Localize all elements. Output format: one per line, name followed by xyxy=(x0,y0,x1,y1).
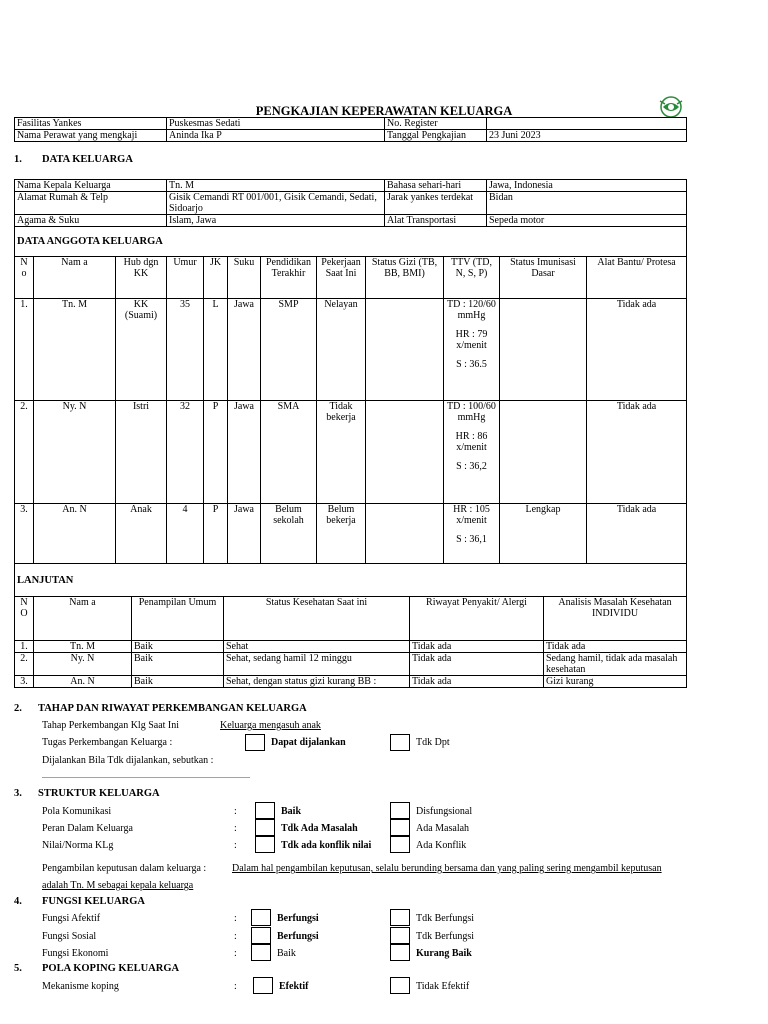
option-label-2: Disfungsional xyxy=(416,806,473,817)
option-checkbox-1[interactable] xyxy=(255,802,275,819)
option-label-2: Tdk Berfungsi xyxy=(416,913,475,924)
anggota-gizi xyxy=(366,504,444,564)
tugas-opt2: Tdk Dpt xyxy=(416,737,450,748)
anggota-pendidikan: SMP xyxy=(261,299,317,401)
keputusan-value1: Dalam hal pengambilan keputusan, selalu berunding bersama dan yang paling sering mengambil keputusan xyxy=(232,863,662,874)
option-checkbox-1[interactable] xyxy=(251,927,271,944)
option-checkbox-1[interactable] xyxy=(251,909,271,926)
option-label-1: Tdk Ada Masalah xyxy=(281,823,358,834)
option-checkbox-2[interactable] xyxy=(390,944,410,961)
option-checkbox-1[interactable] xyxy=(251,944,271,961)
anggota-alat: Tidak ada xyxy=(587,504,687,564)
option-row-colon: : xyxy=(234,931,237,942)
lanjutan-nama: Tn. M xyxy=(34,641,132,653)
kk-value: Tn. M xyxy=(167,180,385,192)
option-row-colon: : xyxy=(234,948,237,959)
page-title: PENGKAJIAN KEPERAWATAN KELUARGA xyxy=(255,104,513,118)
fasilitas-label: Fasilitas Yankes xyxy=(15,118,167,130)
jarak-label: Jarak yankes terdekat xyxy=(385,192,487,215)
alamat-value: Gisik Cemandi RT 001/001, Gisik Cemandi, Sedati, Sidoarjo xyxy=(167,192,385,215)
anggota-ttv1: TD : 120/60 mmHg xyxy=(447,299,496,321)
anggota-pekerjaan: Tidak bekerja xyxy=(317,401,366,504)
section5-title: POLA KOPING KELUARGA xyxy=(42,963,180,974)
anggota-ttv xyxy=(444,401,500,504)
section3-title: STRUKTUR KELUARGA xyxy=(38,788,160,799)
keputusan-label: Pengambilan keputusan dalam keluarga : xyxy=(42,863,207,874)
lanjutan-penampilan: Baik xyxy=(132,653,224,676)
jarak-value: Bidan xyxy=(487,192,687,215)
perawat-value: Aninda Ika P xyxy=(167,130,385,142)
anggota-nama: Ny. N xyxy=(34,401,116,504)
option-label-2: Ada Konflik xyxy=(416,840,467,851)
lanjutan-nama: Ny. N xyxy=(34,653,132,676)
option-label-1: Berfungsi xyxy=(277,913,319,924)
lanjutan-table xyxy=(14,563,687,688)
option-checkbox-1[interactable] xyxy=(255,836,275,853)
anggota-header-cell: Alat Bantu/ Protesa xyxy=(587,257,687,299)
alamat-label: Alamat Rumah & Telp xyxy=(15,192,167,215)
anggota-header-cell: N o xyxy=(15,257,34,299)
anggota-umur: 4 xyxy=(167,504,204,564)
lanjutan-nama: An. N xyxy=(34,676,132,688)
option-label-2: Ada Masalah xyxy=(416,823,470,834)
bahasa-value: Jawa, Indonesia xyxy=(487,180,687,192)
option-row-label: Fungsi Afektif xyxy=(42,913,101,924)
option-row-colon: : xyxy=(234,840,237,851)
anggota-no: 1. xyxy=(15,299,34,401)
tanggal-value: 23 Juni 2023 xyxy=(487,130,687,142)
anggota-title: DATA ANGGOTA KELUARGA xyxy=(15,227,687,257)
anggota-jk: P xyxy=(204,401,228,504)
option-row-colon: : xyxy=(234,913,237,924)
anggota-table xyxy=(14,226,687,564)
keputusan-value2: adalah Tn. M sebagai kepala keluarga xyxy=(42,880,194,891)
anggota-header-cell: Hub dgn KK xyxy=(116,257,167,299)
anggota-suku: Jawa xyxy=(228,299,261,401)
anggota-nama: Tn. M xyxy=(34,299,116,401)
lanjutan-no: 1. xyxy=(15,641,34,653)
lanjutan-status: Sehat, dengan status gizi kurang BB : xyxy=(224,676,410,688)
tugas-checkbox-dapat[interactable] xyxy=(245,734,265,751)
anggota-header-cell: JK xyxy=(204,257,228,299)
anggota-pekerjaan: Belum bekerja xyxy=(317,504,366,564)
lanjutan-no: 2. xyxy=(15,653,34,676)
anggota-ttv3: S : 36.5 xyxy=(456,359,487,370)
koping-opt2: Tidak Efektif xyxy=(416,981,470,992)
lanjutan-header-cell: Analisis Masalah Kesehatan INDIVIDU xyxy=(544,597,687,641)
tugas-label: Tugas Perkembangan Keluarga : xyxy=(42,737,173,748)
lanjutan-status: Sehat xyxy=(224,641,410,653)
lanjutan-header-cell: N O xyxy=(15,597,34,641)
agama-value: Islam, Jawa xyxy=(167,215,385,227)
koping-label: Mekanisme koping xyxy=(42,981,119,992)
anggota-ttv2: S : 36,1 xyxy=(456,534,487,545)
anggota-header-cell: Pendidikan Terakhir xyxy=(261,257,317,299)
tugas-checkbox-tdk[interactable] xyxy=(390,734,410,751)
option-row-label: Peran Dalam Keluarga xyxy=(42,823,133,834)
lanjutan-header-cell: Nam a xyxy=(34,597,132,641)
anggota-no: 2. xyxy=(15,401,34,504)
tugas-opt1: Dapat dijalankan xyxy=(271,737,346,748)
table-row xyxy=(15,676,687,688)
header-table xyxy=(14,117,687,142)
anggota-header-cell: Umur xyxy=(167,257,204,299)
option-label-1: Tdk ada konflik nilai xyxy=(281,840,372,851)
transport-label: Alat Transportasi xyxy=(385,215,487,227)
table-row xyxy=(15,504,687,564)
anggota-ttv2: HR : 79 x/menit xyxy=(455,329,488,351)
lanjutan-analisis: Sedang hamil, tidak ada masalah kesehatan xyxy=(544,653,687,676)
option-checkbox-2[interactable] xyxy=(390,909,410,926)
option-label-2: Kurang Baik xyxy=(416,948,472,959)
section4-title: FUNGSI KELUARGA xyxy=(42,896,145,907)
lanjutan-riwayat: Tidak ada xyxy=(410,676,544,688)
dijalankan-dots: ........................................................................................................ xyxy=(42,771,250,780)
anggota-header-cell: TTV (TD, N, S, P) xyxy=(444,257,500,299)
table-row xyxy=(15,653,687,676)
option-checkbox-2[interactable] xyxy=(390,819,410,836)
section2-title: TAHAP DAN RIWAYAT PERKEMBANGAN KELUARGA xyxy=(38,703,307,714)
anggota-suku: Jawa xyxy=(228,504,261,564)
section3-number: 3. xyxy=(14,788,22,799)
option-checkbox-2[interactable] xyxy=(390,927,410,944)
option-label-1: Baik xyxy=(281,806,302,817)
option-row-colon: : xyxy=(234,823,237,834)
anggota-jk: L xyxy=(204,299,228,401)
anggota-header-cell: Pekerjaan Saat Ini xyxy=(317,257,366,299)
option-label-1: Baik xyxy=(277,948,296,959)
lanjutan-status: Sehat, sedang hamil 12 minggu xyxy=(224,653,410,676)
option-row-label: Fungsi Ekonomi xyxy=(42,948,109,959)
fasilitas-value: Puskesmas Sedati xyxy=(167,118,385,130)
option-checkbox-2[interactable] xyxy=(390,836,410,853)
anggota-ttv1: TD : 100/60 mmHg xyxy=(447,401,496,423)
option-row-label: Fungsi Sosial xyxy=(42,931,97,942)
section2-number: 2. xyxy=(14,703,22,714)
anggota-ttv xyxy=(444,299,500,401)
section4-number: 4. xyxy=(14,896,22,907)
option-label-1: Berfungsi xyxy=(277,931,319,942)
anggota-header-cell: Nam a xyxy=(34,257,116,299)
anggota-ttv xyxy=(444,504,500,564)
kk-label: Nama Kepala Keluarga xyxy=(15,180,167,192)
table-row xyxy=(15,641,687,653)
bahasa-label: Bahasa sehari-hari xyxy=(385,180,487,192)
anggota-ttv2: HR : 86 x/menit xyxy=(455,431,488,453)
agama-label: Agama & Suku xyxy=(15,215,167,227)
lanjutan-analisis: Tidak ada xyxy=(544,641,687,653)
anggota-hub: Istri xyxy=(116,401,167,504)
anggota-pekerjaan: Nelayan xyxy=(317,299,366,401)
anggota-header-cell: Suku xyxy=(228,257,261,299)
anggota-gizi xyxy=(366,401,444,504)
lanjutan-header-cell: Status Kesehatan Saat ini xyxy=(224,597,410,641)
register-value xyxy=(487,118,687,130)
tahap-value: Keluarga mengasuh anak xyxy=(220,720,321,731)
option-label-2: Tdk Berfungsi xyxy=(416,931,475,942)
lanjutan-no: 3. xyxy=(15,676,34,688)
anggota-jk: P xyxy=(204,504,228,564)
anggota-alat: Tidak ada xyxy=(587,299,687,401)
lanjutan-riwayat: Tidak ada xyxy=(410,641,544,653)
koping-opt1: Efektif xyxy=(279,981,309,992)
anggota-nama: An. N xyxy=(34,504,116,564)
anggota-alat: Tidak ada xyxy=(587,401,687,504)
perawat-label: Nama Perawat yang mengkaji xyxy=(15,130,167,142)
tanggal-label: Tanggal Pengkajian xyxy=(385,130,487,142)
lanjutan-header-cell: Riwayat Penyakit/ Alergi xyxy=(410,597,544,641)
option-row-label: Nilai/Norma KLg xyxy=(42,840,114,851)
transport-value: Sepeda motor xyxy=(487,215,687,227)
anggota-header-cell: Status Gizi (TB, BB, BMI) xyxy=(366,257,444,299)
lanjutan-header-cell: Penampilan Umum xyxy=(132,597,224,641)
anggota-imunisasi xyxy=(500,401,587,504)
option-checkbox-2[interactable] xyxy=(390,802,410,819)
anggota-umur: 32 xyxy=(167,401,204,504)
anggota-imunisasi: Lengkap xyxy=(500,504,587,564)
anggota-gizi xyxy=(366,299,444,401)
anggota-ttv3: S : 36,2 xyxy=(456,461,487,472)
lanjutan-penampilan: Baik xyxy=(132,676,224,688)
anggota-pendidikan: SMA xyxy=(261,401,317,504)
register-label: No. Register xyxy=(385,118,487,130)
data-keluarga-table xyxy=(14,179,687,227)
anggota-umur: 35 xyxy=(167,299,204,401)
anggota-suku: Jawa xyxy=(228,401,261,504)
tahap-label: Tahap Perkembangan Klg Saat Ini xyxy=(42,720,180,731)
section5-number: 5. xyxy=(14,963,22,974)
dijalankan-label: Dijalankan Bila Tdk dijalankan, sebutkan : xyxy=(42,755,214,766)
anggota-no: 3. xyxy=(15,504,34,564)
anggota-hub: Anak xyxy=(116,504,167,564)
anggota-pendidikan: Belum sekolah xyxy=(261,504,317,564)
koping-checkbox-tidak[interactable] xyxy=(390,977,410,994)
koping-colon: : xyxy=(234,981,237,992)
option-checkbox-1[interactable] xyxy=(255,819,275,836)
anggota-ttv1: HR : 105 x/menit xyxy=(453,504,490,526)
section1-number: 1. xyxy=(14,154,22,165)
anggota-imunisasi xyxy=(500,299,587,401)
table-row xyxy=(15,299,687,401)
section1-title: DATA KELUARGA xyxy=(42,154,133,165)
lanjutan-riwayat: Tidak ada xyxy=(410,653,544,676)
lanjutan-title: LANJUTAN xyxy=(15,564,687,597)
lanjutan-analisis: Gizi kurang xyxy=(544,676,687,688)
table-row xyxy=(15,401,687,504)
koping-checkbox-efektif[interactable] xyxy=(253,977,273,994)
option-row-label: Pola Komunikasi xyxy=(42,806,112,817)
lanjutan-penampilan: Baik xyxy=(132,641,224,653)
anggota-header-cell: Status Imunisasi Dasar xyxy=(500,257,587,299)
option-row-colon: : xyxy=(234,806,237,817)
anggota-hub: KK (Suami) xyxy=(116,299,167,401)
